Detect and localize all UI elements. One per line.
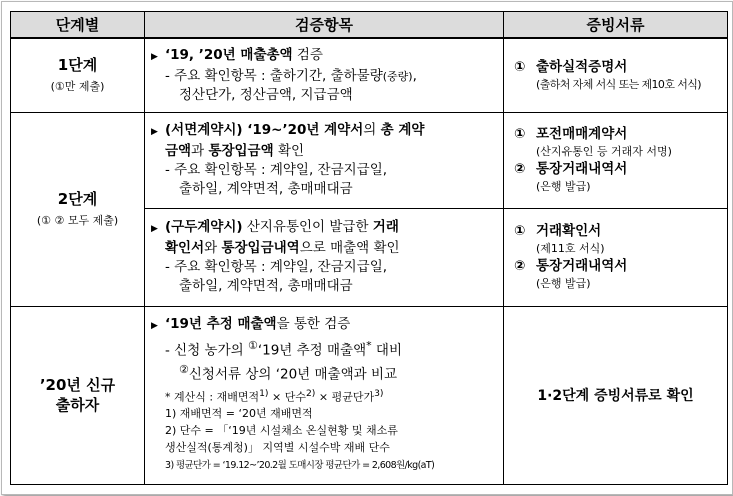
- stage-1-cell: [11, 38, 145, 112]
- stage-2-oral-deposit: 통장입금내역: [221, 240, 300, 256]
- bank-statement-sub: (은행 발급): [536, 277, 591, 290]
- stage-2-oral-cert: 확인서: [165, 240, 205, 256]
- triangle-bullet-icon: ▶: [151, 320, 158, 331]
- field-sale-contract-title: 포전매매계약서: [536, 126, 628, 142]
- stage-1-main: ‘19, ’20년 매출총액: [165, 46, 293, 63]
- transaction-cert-title: 거래확인서: [536, 223, 602, 239]
- new-shipper-detail-1: - 신청 농가의: [165, 342, 248, 359]
- new-shipper-doc: 1·2단계 증빙서류로 확인: [504, 306, 728, 484]
- stage-1-doc-title: 출하실적증명서: [536, 58, 628, 75]
- header-row: [11, 12, 728, 39]
- stage-2-written-docs: [504, 112, 728, 208]
- stage-2-note: (① ② 모두 제출): [36, 214, 119, 227]
- new-shipper-cell: [11, 306, 145, 484]
- new-shipper-title-2: 출하자: [55, 396, 100, 414]
- stage-2-written-items: [145, 112, 504, 208]
- triangle-bullet-icon: ▶: [151, 51, 158, 62]
- new-shipper-main: ‘19년 추정 매출액: [165, 315, 277, 332]
- bank-statement-title: 통장거래내역서: [536, 161, 628, 177]
- stage-1-title: 1단계: [57, 56, 98, 75]
- formula-sup-1: 1): [259, 387, 269, 399]
- new-shipper-detail-2: 신청서류 상의 ‘20년 매출액과 비교: [188, 366, 398, 383]
- stage-2-oral-items: [145, 208, 504, 306]
- stage-2-written-amount: 금액: [165, 143, 192, 159]
- stage-2-written-detail-2: 출하일, 계약면적, 총매매대금: [179, 181, 353, 197]
- stage-2-oral-docs: [504, 208, 728, 306]
- doc-number: ②: [514, 161, 526, 177]
- stage-2-written-deposit: 통장입금액: [208, 143, 274, 159]
- formula-sup-3: 3): [374, 387, 384, 399]
- stage-1-main-suffix: 검증: [292, 46, 323, 63]
- stage-2-oral-detail-2: 출하일, 계약면적, 총매매대금: [179, 278, 353, 294]
- stage-1-docs: [504, 38, 728, 112]
- new-shipper-items: [145, 306, 504, 484]
- formula-area: * 계산식 : 재배면적: [165, 390, 260, 404]
- stage-2-written-main: (서면계약시) ‘19~’20년 계약서: [165, 122, 364, 138]
- footnote-3: 3) 평균단가 = ‘19.12~’20.2월 도매시장 평균단가 = 2,608원/kg(aT): [165, 460, 435, 472]
- stage-2-oral-mid: 산지유통인이 발급한: [242, 219, 373, 235]
- stage-2-written-row: [11, 112, 728, 208]
- bank-statement-sub: (은행 발급): [536, 180, 591, 193]
- stage-1-detail-1-end: ,: [412, 67, 417, 84]
- stage-2-title: 2단계: [57, 190, 98, 208]
- stage-2-written-detail-1: - 주요 확인항목 : 계약일, 잔금지급일,: [165, 162, 388, 178]
- circled-2: ②: [179, 363, 189, 377]
- header-stage: 단계별: [11, 12, 145, 39]
- header-items: 검증항목: [145, 12, 504, 39]
- new-shipper-versus: 대비: [371, 342, 403, 359]
- new-shipper-main-end: 을 통한 검증: [276, 315, 351, 332]
- triangle-bullet-icon: ▶: [151, 127, 158, 137]
- formula-sup-2: 2): [305, 387, 316, 399]
- footnote-2b: 생산실적(통계청)」 지역별 시설수박 재배 단수: [165, 441, 390, 455]
- doc-number: ①: [514, 58, 526, 75]
- stage-2-oral-detail-1: - 주요 확인항목 : 계약일, 잔금지급일,: [165, 259, 388, 275]
- header-docs: 증빙서류: [504, 12, 728, 39]
- stage-1-detail-2: 정산단가, 정산금액, 지급금액: [179, 86, 353, 103]
- new-shipper-estimate: ‘19년 추정 매출액: [257, 342, 367, 359]
- stage-1-detail-1-small: (중량): [382, 69, 413, 83]
- stage-1-doc-sub: (출하처 자체 서식 또는 제10호 서식): [536, 77, 702, 91]
- stage-1-note: (①만 제출): [50, 80, 105, 94]
- new-shipper-row: [11, 306, 728, 484]
- transaction-cert-sub: (제11호 서식): [536, 242, 605, 255]
- stage-1-row: [11, 38, 728, 112]
- document-frame: [1, 1, 733, 495]
- stage-1-detail-1: - 주요 확인항목 : 출하기간, 출하물량: [165, 67, 383, 84]
- formula-yield: × 단수: [268, 390, 306, 404]
- stage-2-oral-confirm: 으로 매출액 확인: [299, 240, 400, 256]
- doc-number: ①: [514, 126, 526, 142]
- bank-statement-title: 통장거래내역서: [536, 258, 628, 274]
- footnote-1: 1) 재배면적 = ‘20년 재배면적: [165, 407, 313, 421]
- stage-2-oral-and: 와: [204, 240, 222, 256]
- asterisk: *: [366, 338, 372, 352]
- stage-2-oral-main: (구두계약시): [165, 219, 243, 235]
- stage-1-items: [145, 38, 504, 112]
- field-sale-contract-sub: (산지유통인 등 거래자 서명): [536, 145, 672, 158]
- circled-1: ①: [247, 338, 258, 352]
- stage-2-oral-bold: 거래: [372, 219, 399, 235]
- verification-table: [10, 11, 728, 485]
- stage-2-cell: [11, 112, 145, 306]
- new-shipper-title-1: ’20년 신규: [39, 376, 116, 394]
- doc-number: ①: [514, 223, 526, 239]
- doc-number: ②: [514, 258, 526, 274]
- stage-2-written-and: 과: [191, 143, 209, 159]
- stage-2-written-mid: 의: [363, 122, 381, 138]
- formula-price: × 평균단가: [315, 390, 375, 404]
- footnote-2a: 2) 단수 = 「‘19년 시설채소 온실현황 및 채소류: [165, 424, 398, 438]
- stage-2-written-confirm: 확인: [273, 143, 305, 159]
- triangle-bullet-icon: ▶: [151, 224, 158, 234]
- stage-2-written-bold: 총 계약: [380, 122, 425, 138]
